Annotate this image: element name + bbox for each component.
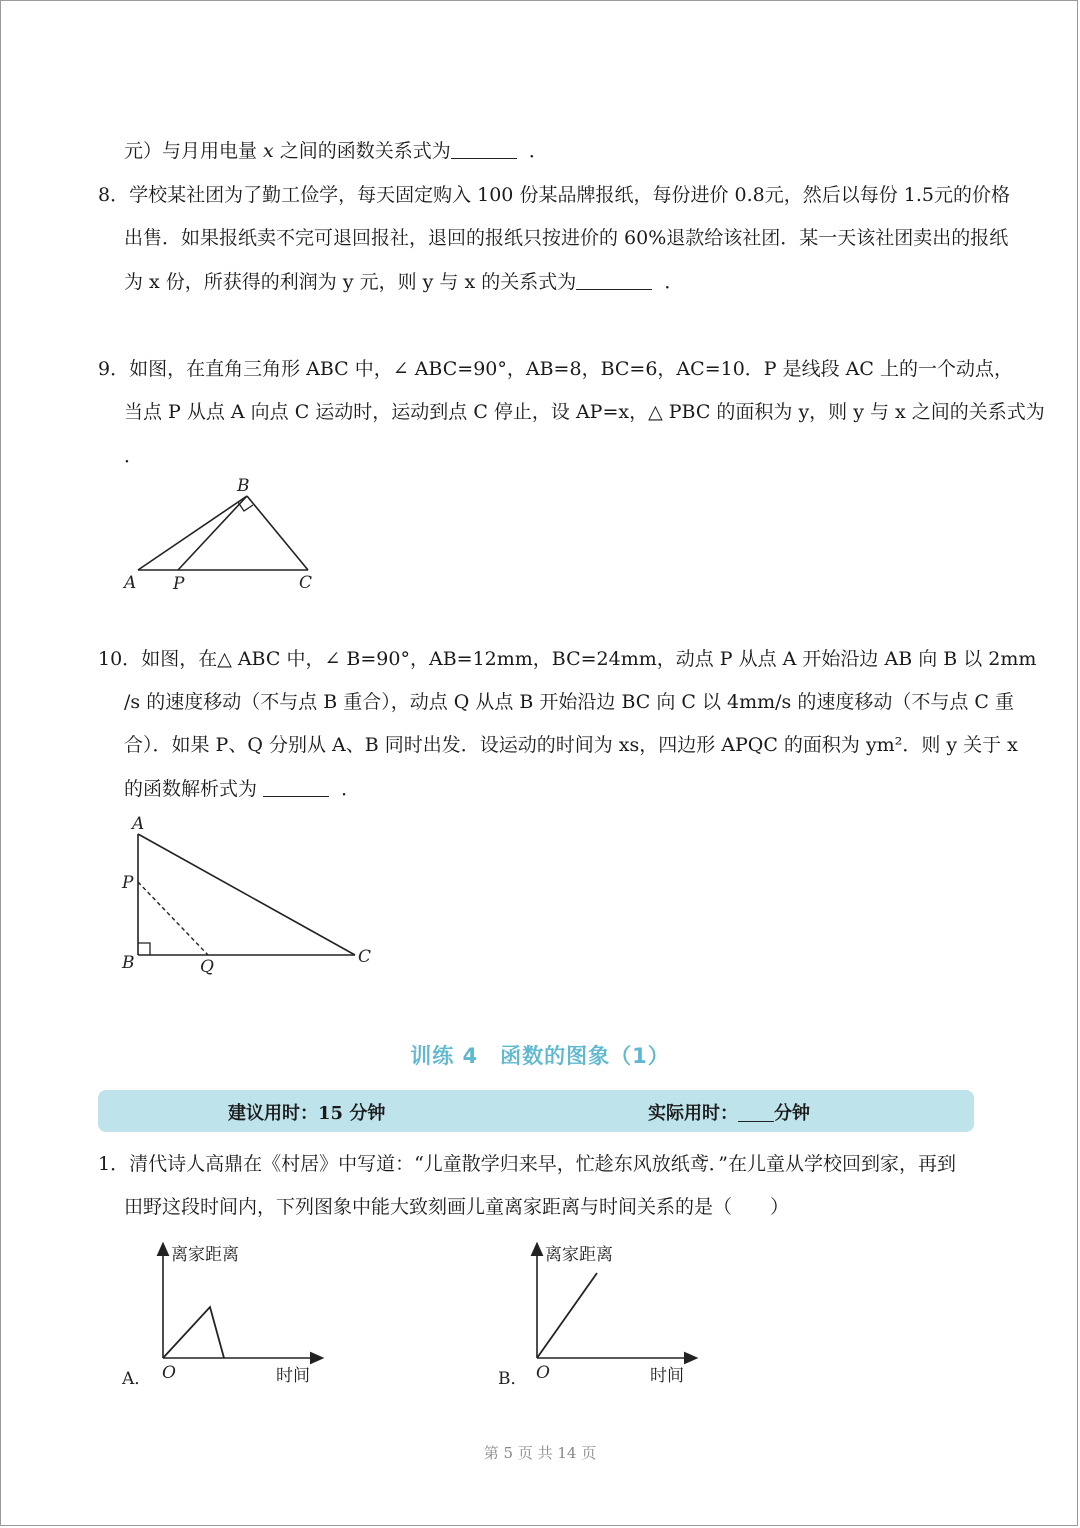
q9-text-line2: 当点 P 从点 A 向点 C 运动时，运动到点 C 停止，设 AP=x，△ PBC 的面积为 y，则 y 与 x 之间的关系式为 [124,401,1045,423]
q10-text-line3: 合）．如果 P、Q 分别从 A、B 同时出发．设运动的时间为 xs，四边形 APQC 的面积为 ym²．则 y 关于 x [124,734,1018,756]
suggested-time: 建议用时：15 分钟 [228,1103,386,1124]
q8-end: ． [664,271,684,293]
q10-number: 10． [98,648,142,670]
q10-label-a: A [132,814,145,834]
q10-label-c: C [358,947,372,967]
q9-text-line3: ． [124,445,144,467]
q8-text-line1: 学校某社团为了勤工俭学，每天固定购入 100 份某品牌报纸，每份进价 0.8元，然后以每份 1.5元的价格 [129,184,1010,206]
q9-number: 9． [98,358,130,380]
q9-side-bc [247,496,308,570]
graph-b-curve [537,1273,597,1358]
graph-b-x-label: 时间 [650,1366,684,1386]
q7-tail-line [124,137,548,165]
time-bar [98,1090,974,1132]
q8-text-line2: 出售．如果报纸卖不完可退回报社，退回的报纸只按进价的 60%退款给该社团．某一天该社团卖出的报纸 [124,227,1009,249]
s1-line2 [124,1193,789,1221]
graph-a-y-label: 离家距离 [171,1245,239,1265]
q10-label-b: B [122,953,135,973]
s1-line1 [98,1150,956,1178]
q9-label-a: A [124,573,137,593]
q10-answer-blank[interactable] [263,796,329,797]
q7-answer-blank[interactable] [451,158,517,159]
graph-b-y-label: 离家距离 [545,1245,613,1265]
graph-a-curve [163,1307,224,1358]
graph-a-origin: O [162,1363,176,1383]
actual-time-unit: 分钟 [774,1103,810,1124]
q9-side-ab [138,496,247,570]
section-title: 训练 4 函数的图象（1） [410,1044,670,1068]
s1-text-line1: 清代诗人高鼎在《村居》中写道：“儿童散学归来早，忙趁东风放纸鸢．”在儿童从学校回到家，再到 [129,1153,957,1175]
q10-segment-pq [138,882,208,955]
page-footer: 第 5 页 共 14 页 [483,1444,597,1462]
actual-time-label: 实际用时： [648,1103,738,1124]
q9-label-b: B [237,476,250,496]
q10-line4 [124,775,360,803]
q8-line3 [124,268,683,296]
q10-text-line2: /s 的速度移动（不与点 B 重合），动点 Q 从点 B 开始沿边 BC 向 C 以 4mm/s 的速度移动（不与点 C 重 [124,691,1014,713]
q10-line2 [124,688,1014,716]
q7-text-before: 元）与月用电量 [124,140,264,162]
graph-a-x-label: 时间 [276,1366,310,1386]
q10-triangle-figure [112,810,382,980]
q9-line1 [98,355,1013,383]
q8-text-line3: 为 x 份，所获得的利润为 y 元，则 y 与 x 的关系式为 [124,271,577,293]
q10-text-line4: 的函数解析式为 [124,778,258,800]
q10-line1 [98,645,1036,673]
graph-a [118,1236,348,1396]
q10-right-angle-mark [138,943,150,955]
s1-number: 1． [98,1153,130,1175]
graph-b-option: B． [498,1369,528,1389]
q9-label-c: C [299,573,313,593]
q8-number: 8． [98,184,130,206]
q8-line1 [98,181,1010,209]
s1-text-line2: 田野这段时间内，下列图象中能大致刻画儿童离家距离与时间关系的是（ ） [124,1196,790,1218]
graph-a-option: A． [122,1369,152,1389]
q8-line2 [124,224,1008,252]
q10-end: ． [341,778,361,800]
q9-line3 [124,442,143,470]
q7-end: ． [528,140,548,162]
q10-label-p: P [122,873,134,893]
q10-line3 [124,731,1018,759]
q10-side-ac [138,834,355,955]
q10-label-q: Q [200,957,214,977]
q9-text-line1: 如图，在直角三角形 ABC 中，∠ ABC=90°，AB=8，BC=6，AC=10．P 是线段 AC 上的一个动点， [129,358,1013,380]
q7-text-after: 之间的函数关系式为 [273,140,451,162]
q9-segment-bp [178,496,247,570]
actual-time [648,1099,810,1125]
graph-b-origin: O [536,1363,550,1383]
q10-text-line1: 如图，在△ ABC 中，∠ B=90°，AB=12mm，BC=24mm，动点 P 从点 A 开始沿边 AB 向 B 以 2mm [141,648,1037,670]
q9-label-p: P [173,574,185,594]
actual-time-blank[interactable] [738,1121,774,1122]
q7-var-x: x [263,140,274,162]
q8-answer-blank[interactable] [576,289,652,290]
q9-triangle-figure [118,470,328,600]
graph-b [494,1236,724,1396]
q9-line2 [124,398,1045,426]
